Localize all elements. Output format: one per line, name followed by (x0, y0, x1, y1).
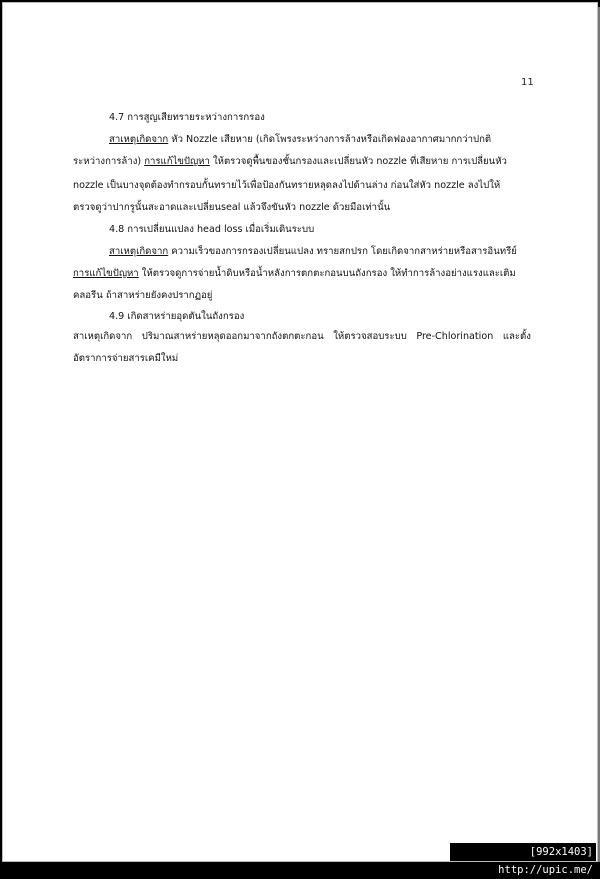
section-4-7-cause-line (109, 133, 491, 146)
page-number: 11 (521, 77, 534, 88)
fix-text: ให้ตรวจดูการจ่ายน้ำดิบหรือน้ำหลังการตกตะกอนบนถังกรอง ให้ทำการล้างอย่างแรงและเติม (138, 268, 516, 279)
fix-label: การแก้ไขปัญหา (73, 268, 139, 279)
body-word: และตั้ง (502, 331, 531, 342)
section-4-7-fix-line-2: nozzle เป็นบางจุดต้องทำกรอบกั้นทรายไว้เพื่อป้องกันทรายหลุดลงไปด้านล่าง ก่อนใส่หัว nozzle ลงไปให้ (73, 180, 501, 191)
section-4-7-fix-line (73, 155, 507, 168)
cause-cont: ระหว่างการล้าง) (73, 156, 145, 167)
fix-text: ให้ตรวจดูพื้นของชั้นกรองและเปลี่ยนหัว nozzle ที่เสียหาย การเปลี่ยนหัว (209, 156, 507, 167)
section-4-9-body-line-2: อัตราการจ่ายสารเคมีใหม่ (73, 353, 179, 364)
body-word: Pre-Chlorination (416, 331, 494, 342)
document-page (2, 2, 598, 862)
heading-4-9: 4.9 เกิดสาหร่ายอุดตันในถังกรอง (109, 311, 245, 322)
section-4-9-body-line-1 (73, 330, 531, 343)
fix-label: การแก้ไขปัญหา (144, 156, 210, 167)
heading-4-8: 4.8 การเปลี่ยนแปลง head loss เมื่อเริ่มเดินระบบ (109, 224, 315, 235)
section-4-8-fix-line-2: คลอรีน ถ้าสาหร่ายยังคงปรากฏอยู่ (73, 290, 213, 301)
heading-4-7: 4.7 การสูญเสียทรายระหว่างการกรอง (109, 112, 265, 123)
body-word: ให้ตรวจสอบระบบ (333, 331, 407, 342)
cause-label: สาเหตุเกิดจาก (109, 134, 169, 145)
body-word: ปริมาณสาหร่ายหลุดออกมาจากถังตกตะกอน (141, 331, 324, 342)
cause-label: สาเหตุเกิดจาก (109, 246, 169, 257)
image-host-watermark: [992x1403] http://upic.me/ (450, 843, 596, 861)
cause-text: หัว Nozzle เสียหาย (เกิดโพรงระหว่างการล้างหรือเกิดฟองอากาศมากกว่าปกติ (168, 134, 492, 145)
section-4-8-cause-line (109, 245, 517, 258)
body-word: สาเหตุเกิดจาก (73, 331, 133, 342)
section-4-7-fix-line-3: ตรวจดูว่าปากรูนั้นสะอาดและเปลี่ยนseal แล้วจึงขันหัว nozzle ด้วยมือเท่านั้น (73, 202, 391, 213)
section-4-8-fix-line (73, 267, 516, 280)
cause-text: ความเร็วของการกรองเปลี่ยนแปลง ทรายสกปรก โดยเกิดจากสาหร่ายหรือสารอินทรีย์ (168, 246, 517, 257)
